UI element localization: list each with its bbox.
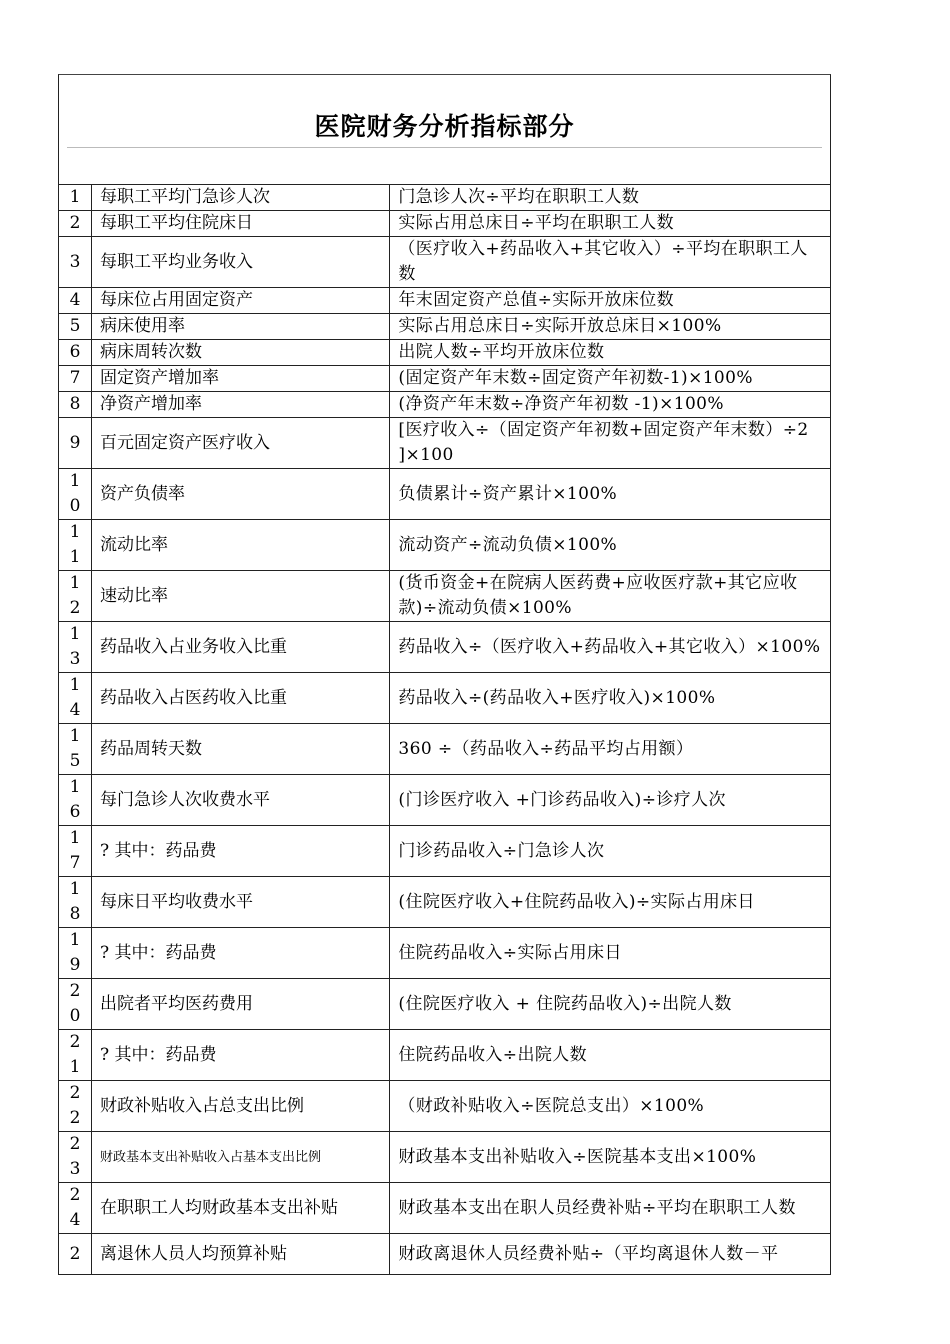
- table-row: [59, 237, 831, 288]
- table-row: [59, 1132, 831, 1183]
- table-row: [59, 469, 831, 520]
- table-row: [59, 775, 831, 826]
- row-number: 10: [69, 471, 81, 516]
- indicator-formula: (住院医疗收入+住院药品收入)÷实际占用床日: [390, 877, 831, 928]
- indicator-formula: (住院医疗收入 + 住院药品收入)÷出院人数: [390, 979, 831, 1030]
- row-number-cell: [59, 979, 92, 1030]
- table-row: [59, 1030, 831, 1081]
- indicator-name: 百元固定资产医疗收入: [92, 418, 390, 469]
- indicator-name: 离退休人员人均预算补贴: [92, 1234, 390, 1275]
- table-row: [59, 392, 831, 418]
- table-row: [59, 340, 831, 366]
- table-row: [59, 1234, 831, 1275]
- row-number-cell: [59, 928, 92, 979]
- row-number-cell: [59, 340, 92, 366]
- indicator-formula: 实际占用总床日÷实际开放总床日×100%: [390, 314, 831, 340]
- table-row: [59, 622, 831, 673]
- row-number: 22: [69, 1083, 81, 1128]
- table-row: [59, 724, 831, 775]
- table-row: [59, 673, 831, 724]
- row-number-cell: [59, 1081, 92, 1132]
- row-number: 18: [69, 879, 81, 924]
- indicator-formula: 年末固定资产总值÷实际开放床位数: [390, 288, 831, 314]
- row-number: 19: [69, 930, 81, 975]
- indicator-name: 每门急诊人次收费水平: [92, 775, 390, 826]
- indicator-formula: 财政基本支出补贴收入÷医院基本支出×100%: [390, 1132, 831, 1183]
- table-row: [59, 366, 831, 392]
- table-row: [59, 185, 831, 211]
- row-number-cell: [59, 1234, 92, 1275]
- row-number: 12: [69, 573, 81, 618]
- indicator-name: 每床日平均收费水平: [92, 877, 390, 928]
- document-title: 医院财务分析指标部分: [314, 112, 575, 141]
- table-row: [59, 1183, 831, 1234]
- indicator-formula: 360 ÷（药品收入÷药品平均占用额）: [390, 724, 831, 775]
- table-row: [59, 288, 831, 314]
- table-row: [59, 520, 831, 571]
- indicator-formula: 药品收入÷（医疗收入+药品收入+其它收入）×100%: [390, 622, 831, 673]
- indicator-formula: 药品收入÷(药品收入+医疗收入)×100%: [390, 673, 831, 724]
- indicator-name: 每职工平均门急诊人次: [92, 185, 390, 211]
- row-number: 6: [69, 342, 81, 362]
- indicator-name: 病床使用率: [92, 314, 390, 340]
- row-number: 14: [69, 675, 81, 720]
- indicator-name: 每职工平均住院床日: [92, 211, 390, 237]
- indicator-formula: (固定资产年末数÷固定资产年初数-1)×100%: [390, 366, 831, 392]
- row-number-cell: [59, 622, 92, 673]
- table-row: [59, 826, 831, 877]
- row-number-cell: [59, 211, 92, 237]
- row-number-cell: [59, 1030, 92, 1081]
- indicator-name: 速动比率: [92, 571, 390, 622]
- row-number: 4: [69, 290, 81, 310]
- indicator-formula: 流动资产÷流动负债×100%: [390, 520, 831, 571]
- title-area: [58, 74, 831, 185]
- row-number-cell: [59, 392, 92, 418]
- row-number-cell: [59, 724, 92, 775]
- table-row: [59, 571, 831, 622]
- indicator-name: 在职职工人均财政基本支出补贴: [92, 1183, 390, 1234]
- indicator-name: ? 其中：药品费: [92, 826, 390, 877]
- indicator-formula: 门诊药品收入÷门急诊人次: [390, 826, 831, 877]
- indicator-name: 出院者平均医药费用: [92, 979, 390, 1030]
- table-row: [59, 418, 831, 469]
- table-row: [59, 314, 831, 340]
- row-number-cell: [59, 418, 92, 469]
- indicator-name: 药品周转天数: [92, 724, 390, 775]
- indicator-formula: 财政基本支出在职人员经费补贴÷平均在职职工人数: [390, 1183, 831, 1234]
- row-number-cell: [59, 673, 92, 724]
- row-number-cell: [59, 520, 92, 571]
- indicator-formula: （财政补贴收入÷医院总支出）×100%: [390, 1081, 831, 1132]
- row-number: 3: [69, 251, 81, 272]
- row-number-cell: [59, 877, 92, 928]
- row-number: 5: [69, 316, 81, 336]
- indicator-name: 财政补贴收入占总支出比例: [92, 1081, 390, 1132]
- row-number-cell: [59, 237, 92, 288]
- row-number-cell: [59, 1132, 92, 1183]
- row-number: 11: [69, 522, 81, 567]
- indicator-name: 固定资产增加率: [92, 366, 390, 392]
- indicator-formula: (门诊医疗收入 +门诊药品收入)÷诊疗人次: [390, 775, 831, 826]
- indicator-name: 每床位占用固定资产: [92, 288, 390, 314]
- indicator-formula: 出院人数÷平均开放床位数: [390, 340, 831, 366]
- indicator-table: [58, 184, 831, 1275]
- indicator-formula: （医疗收入+药品收入+其它收入）÷平均在职职工人数: [390, 237, 831, 288]
- row-number: 23: [69, 1134, 81, 1179]
- indicator-name: 病床周转次数: [92, 340, 390, 366]
- row-number: 21: [69, 1032, 81, 1077]
- row-number-cell: [59, 775, 92, 826]
- indicator-name: ? 其中：药品费: [92, 928, 390, 979]
- indicator-name: 财政基本支出补贴收入占基本支出比例: [92, 1132, 390, 1183]
- row-number: 9: [69, 432, 81, 453]
- indicator-formula: 实际占用总床日÷平均在职职工人数: [390, 211, 831, 237]
- table-row: [59, 1081, 831, 1132]
- row-number: 13: [69, 624, 81, 669]
- row-number-cell: [59, 185, 92, 211]
- row-number-cell: [59, 314, 92, 340]
- indicator-formula: 住院药品收入÷实际占用床日: [390, 928, 831, 979]
- row-number: 8: [69, 394, 81, 414]
- row-number: 15: [69, 726, 81, 771]
- indicator-formula: 门急诊人次÷平均在职职工人数: [390, 185, 831, 211]
- table-row: [59, 928, 831, 979]
- title-divider: [67, 147, 822, 148]
- row-number: 2: [69, 213, 81, 233]
- row-number: 1: [69, 187, 81, 207]
- indicator-formula: 住院药品收入÷出院人数: [390, 1030, 831, 1081]
- row-number-cell: [59, 1183, 92, 1234]
- indicator-formula: 负债累计÷资产累计×100%: [390, 469, 831, 520]
- table-row: [59, 211, 831, 237]
- indicator-name: 净资产增加率: [92, 392, 390, 418]
- indicator-name: 流动比率: [92, 520, 390, 571]
- table-row: [59, 877, 831, 928]
- row-number-cell: [59, 826, 92, 877]
- row-number-cell: [59, 571, 92, 622]
- row-number-cell: [59, 288, 92, 314]
- indicator-formula: (净资产年末数÷净资产年初数 -1)×100%: [390, 392, 831, 418]
- indicator-formula: 财政离退休人员经费补贴÷（平均离退休人数－平: [390, 1234, 831, 1275]
- row-number: 17: [69, 828, 81, 873]
- indicator-name: ? 其中：药品费: [92, 1030, 390, 1081]
- table-row: [59, 979, 831, 1030]
- indicator-name: 资产负债率: [92, 469, 390, 520]
- row-number: 7: [69, 368, 81, 388]
- row-number-cell: [59, 366, 92, 392]
- indicator-name: 药品收入占医药收入比重: [92, 673, 390, 724]
- indicator-name: 药品收入占业务收入比重: [92, 622, 390, 673]
- row-number: 24: [69, 1185, 81, 1230]
- indicator-formula: (货币资金+在院病人医药费+应收医疗款+其它应收款)÷流动负债×100%: [390, 571, 831, 622]
- indicator-formula: [医疗收入÷（固定资产年初数+固定资产年末数）÷2 ]×100: [390, 418, 831, 469]
- row-number: 20: [69, 981, 81, 1026]
- row-number: 2: [69, 1243, 81, 1264]
- indicator-name: 每职工平均业务收入: [92, 237, 390, 288]
- document-page: [58, 74, 831, 1268]
- row-number-cell: [59, 469, 92, 520]
- row-number: 16: [69, 777, 81, 822]
